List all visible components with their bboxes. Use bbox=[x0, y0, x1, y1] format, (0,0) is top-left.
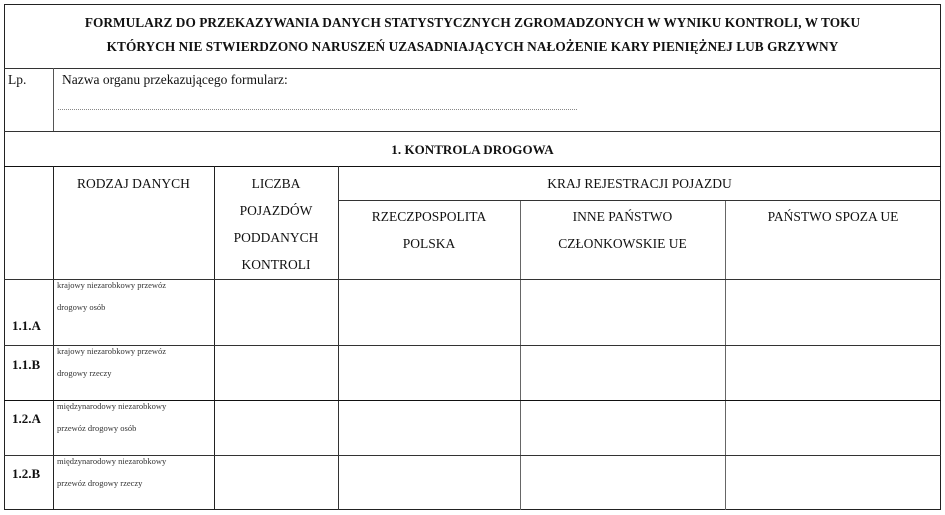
row-description bbox=[57, 340, 212, 384]
col-header-rodzaj: RODZAJ DANYCH bbox=[77, 176, 190, 191]
col-header-polska-line: POLSKA bbox=[402, 236, 456, 251]
cell-liczba[interactable] bbox=[216, 402, 336, 453]
row-description bbox=[57, 274, 212, 318]
cell-inne-ue[interactable] bbox=[522, 347, 723, 398]
divider bbox=[338, 200, 941, 201]
row-description-line: drogowy osób bbox=[57, 302, 106, 312]
cell-liczba[interactable] bbox=[216, 281, 336, 343]
organ-name-field[interactable] bbox=[58, 109, 577, 110]
divider bbox=[53, 68, 54, 131]
cell-polska[interactable] bbox=[340, 457, 518, 508]
cell-spoza-ue[interactable] bbox=[727, 457, 939, 508]
col-header-spoza-ue: PAŃSTWO SPOZA UE bbox=[767, 209, 899, 224]
row-description-line: krajowy niezarobkowy przewóz bbox=[57, 280, 167, 290]
row-description-line: przewóz drogowy osób bbox=[57, 423, 137, 433]
cell-inne-ue[interactable] bbox=[522, 402, 723, 453]
form-title-line1: FORMULARZ DO PRZEKAZYWANIA DANYCH STATYSTYCZNYCH ZGROMADZONYCH W WYNIKU KONTROLI, W TOKU bbox=[84, 15, 861, 30]
row-description-line: drogowy rzeczy bbox=[57, 368, 112, 378]
cell-polska[interactable] bbox=[340, 281, 518, 343]
row-code: 1.1.B bbox=[12, 357, 41, 372]
row-description bbox=[57, 450, 212, 494]
cell-spoza-ue[interactable] bbox=[727, 402, 939, 453]
col-group-kraj-rejestracji: KRAJ REJESTRACJI POJAZDU bbox=[547, 176, 732, 191]
col-header-inne-ue bbox=[520, 203, 725, 257]
col-header-inne-ue-line: CZŁONKOWSKIE UE bbox=[558, 236, 687, 251]
cell-polska[interactable] bbox=[340, 402, 518, 453]
divider bbox=[725, 200, 726, 510]
row-description bbox=[57, 395, 212, 439]
divider bbox=[4, 68, 941, 69]
cell-polska[interactable] bbox=[340, 347, 518, 398]
row-description-line: przewóz drogowy rzeczy bbox=[57, 478, 143, 488]
divider bbox=[4, 131, 941, 132]
divider bbox=[53, 166, 54, 510]
divider bbox=[4, 166, 941, 167]
row-code: 1.1.A bbox=[12, 318, 41, 333]
cell-liczba[interactable] bbox=[216, 457, 336, 508]
cell-spoza-ue[interactable] bbox=[727, 281, 939, 343]
row-description-line: międzynarodowy niezarobkowy bbox=[57, 456, 167, 466]
row-code: 1.2.A bbox=[12, 411, 41, 426]
col-header-liczba bbox=[214, 170, 338, 278]
cell-inne-ue[interactable] bbox=[522, 457, 723, 508]
col-header-liczba-line: KONTROLI bbox=[241, 257, 311, 272]
col-header-inne-ue-line: INNE PAŃSTWO bbox=[572, 209, 673, 224]
col-header-liczba-line: PODDANYCH bbox=[233, 230, 319, 245]
lp-label: Lp. bbox=[8, 72, 27, 87]
cell-inne-ue[interactable] bbox=[522, 281, 723, 343]
row-code: 1.2.B bbox=[12, 466, 41, 481]
section-title: 1. KONTROLA DROGOWA bbox=[391, 142, 554, 157]
organ-name-label: Nazwa organu przekazującego formularz: bbox=[62, 72, 288, 87]
form-title-line2: KTÓRYCH NIE STWIERDZONO NARUSZEŃ UZASADNIAJĄCYCH NAŁOŻENIE KARY PIENIĘŻNEJ LUB GRZYWNY bbox=[106, 39, 839, 54]
col-header-polska-line: RZECZPOSPOLITA bbox=[371, 209, 487, 224]
cell-liczba[interactable] bbox=[216, 347, 336, 398]
col-header-liczba-line: LICZBA bbox=[251, 176, 301, 191]
row-description-line: krajowy niezarobkowy przewóz bbox=[57, 346, 167, 356]
col-header-polska bbox=[338, 203, 520, 257]
cell-spoza-ue[interactable] bbox=[727, 347, 939, 398]
row-description-line: międzynarodowy niezarobkowy bbox=[57, 401, 167, 411]
col-header-liczba-line: POJAZDÓW bbox=[239, 203, 313, 218]
